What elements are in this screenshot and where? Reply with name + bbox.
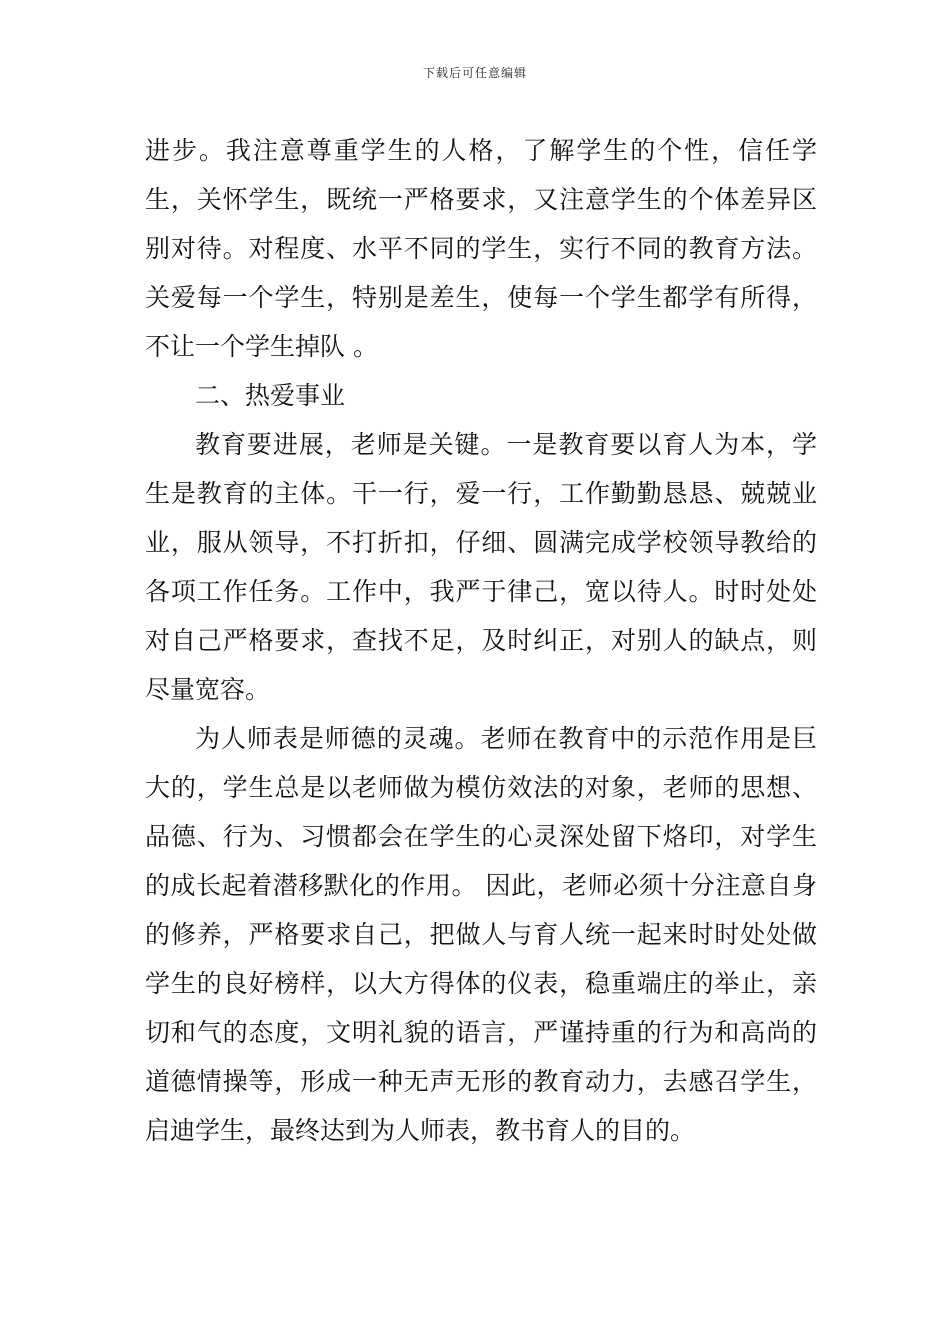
section-heading: 二、热爱事业 bbox=[195, 381, 346, 410]
paragraph-career: 教育要进展，老师是关键。一是教育要以育人为本，学生是教育的主体。干一行，爱一行，工作勤勤恳恳、兢兢业业，服从领导，不打折扣，仔细、圆满完成学校领导教给的各项工作任务。工作中，我严于律己，宽以待人。时时处处对自己严格要求，查找不足，及时纠正，对别人的缺点，则尽量宽容。 bbox=[145, 430, 817, 704]
page-header: 下载后可任意编辑 bbox=[422, 66, 527, 80]
paragraph-continued: 进步。我注意尊重学生的人格，了解学生的个性，信任学生，关怀学生，既统一严格要求，又注意学生的个体差异区别对待。对程度、水平不同的学生，实行不同的教育方法。关爱每一个学生，特别是差生，使每一个学生都学有所得，不让一个学生掉队 。 bbox=[145, 136, 817, 361]
document-body bbox=[145, 126, 817, 1155]
paragraph-role-model: 为人师表是师德的灵魂。老师在教育中的示范作用是巨大的，学生总是以老师做为模仿效法的对象，老师的思想、品德、行为、习惯都会在学生的心灵深处留下烙印，对学生的成长起着潜移默化的作用。 因此，老师必须十分注意自身的修养，严格要求自己，把做人与育人统一起来时时处处做学生的良好榜样，以大方得体的仪表，稳重端庄的举止，亲切和气的态度，文明礼貌的语言，严谨持重的行为和高尚的道德情操等，形成一种无声无形的教育动力，去感召学生，启迪学生，最终达到为人师表，教书育人的目的。 bbox=[145, 724, 817, 1145]
